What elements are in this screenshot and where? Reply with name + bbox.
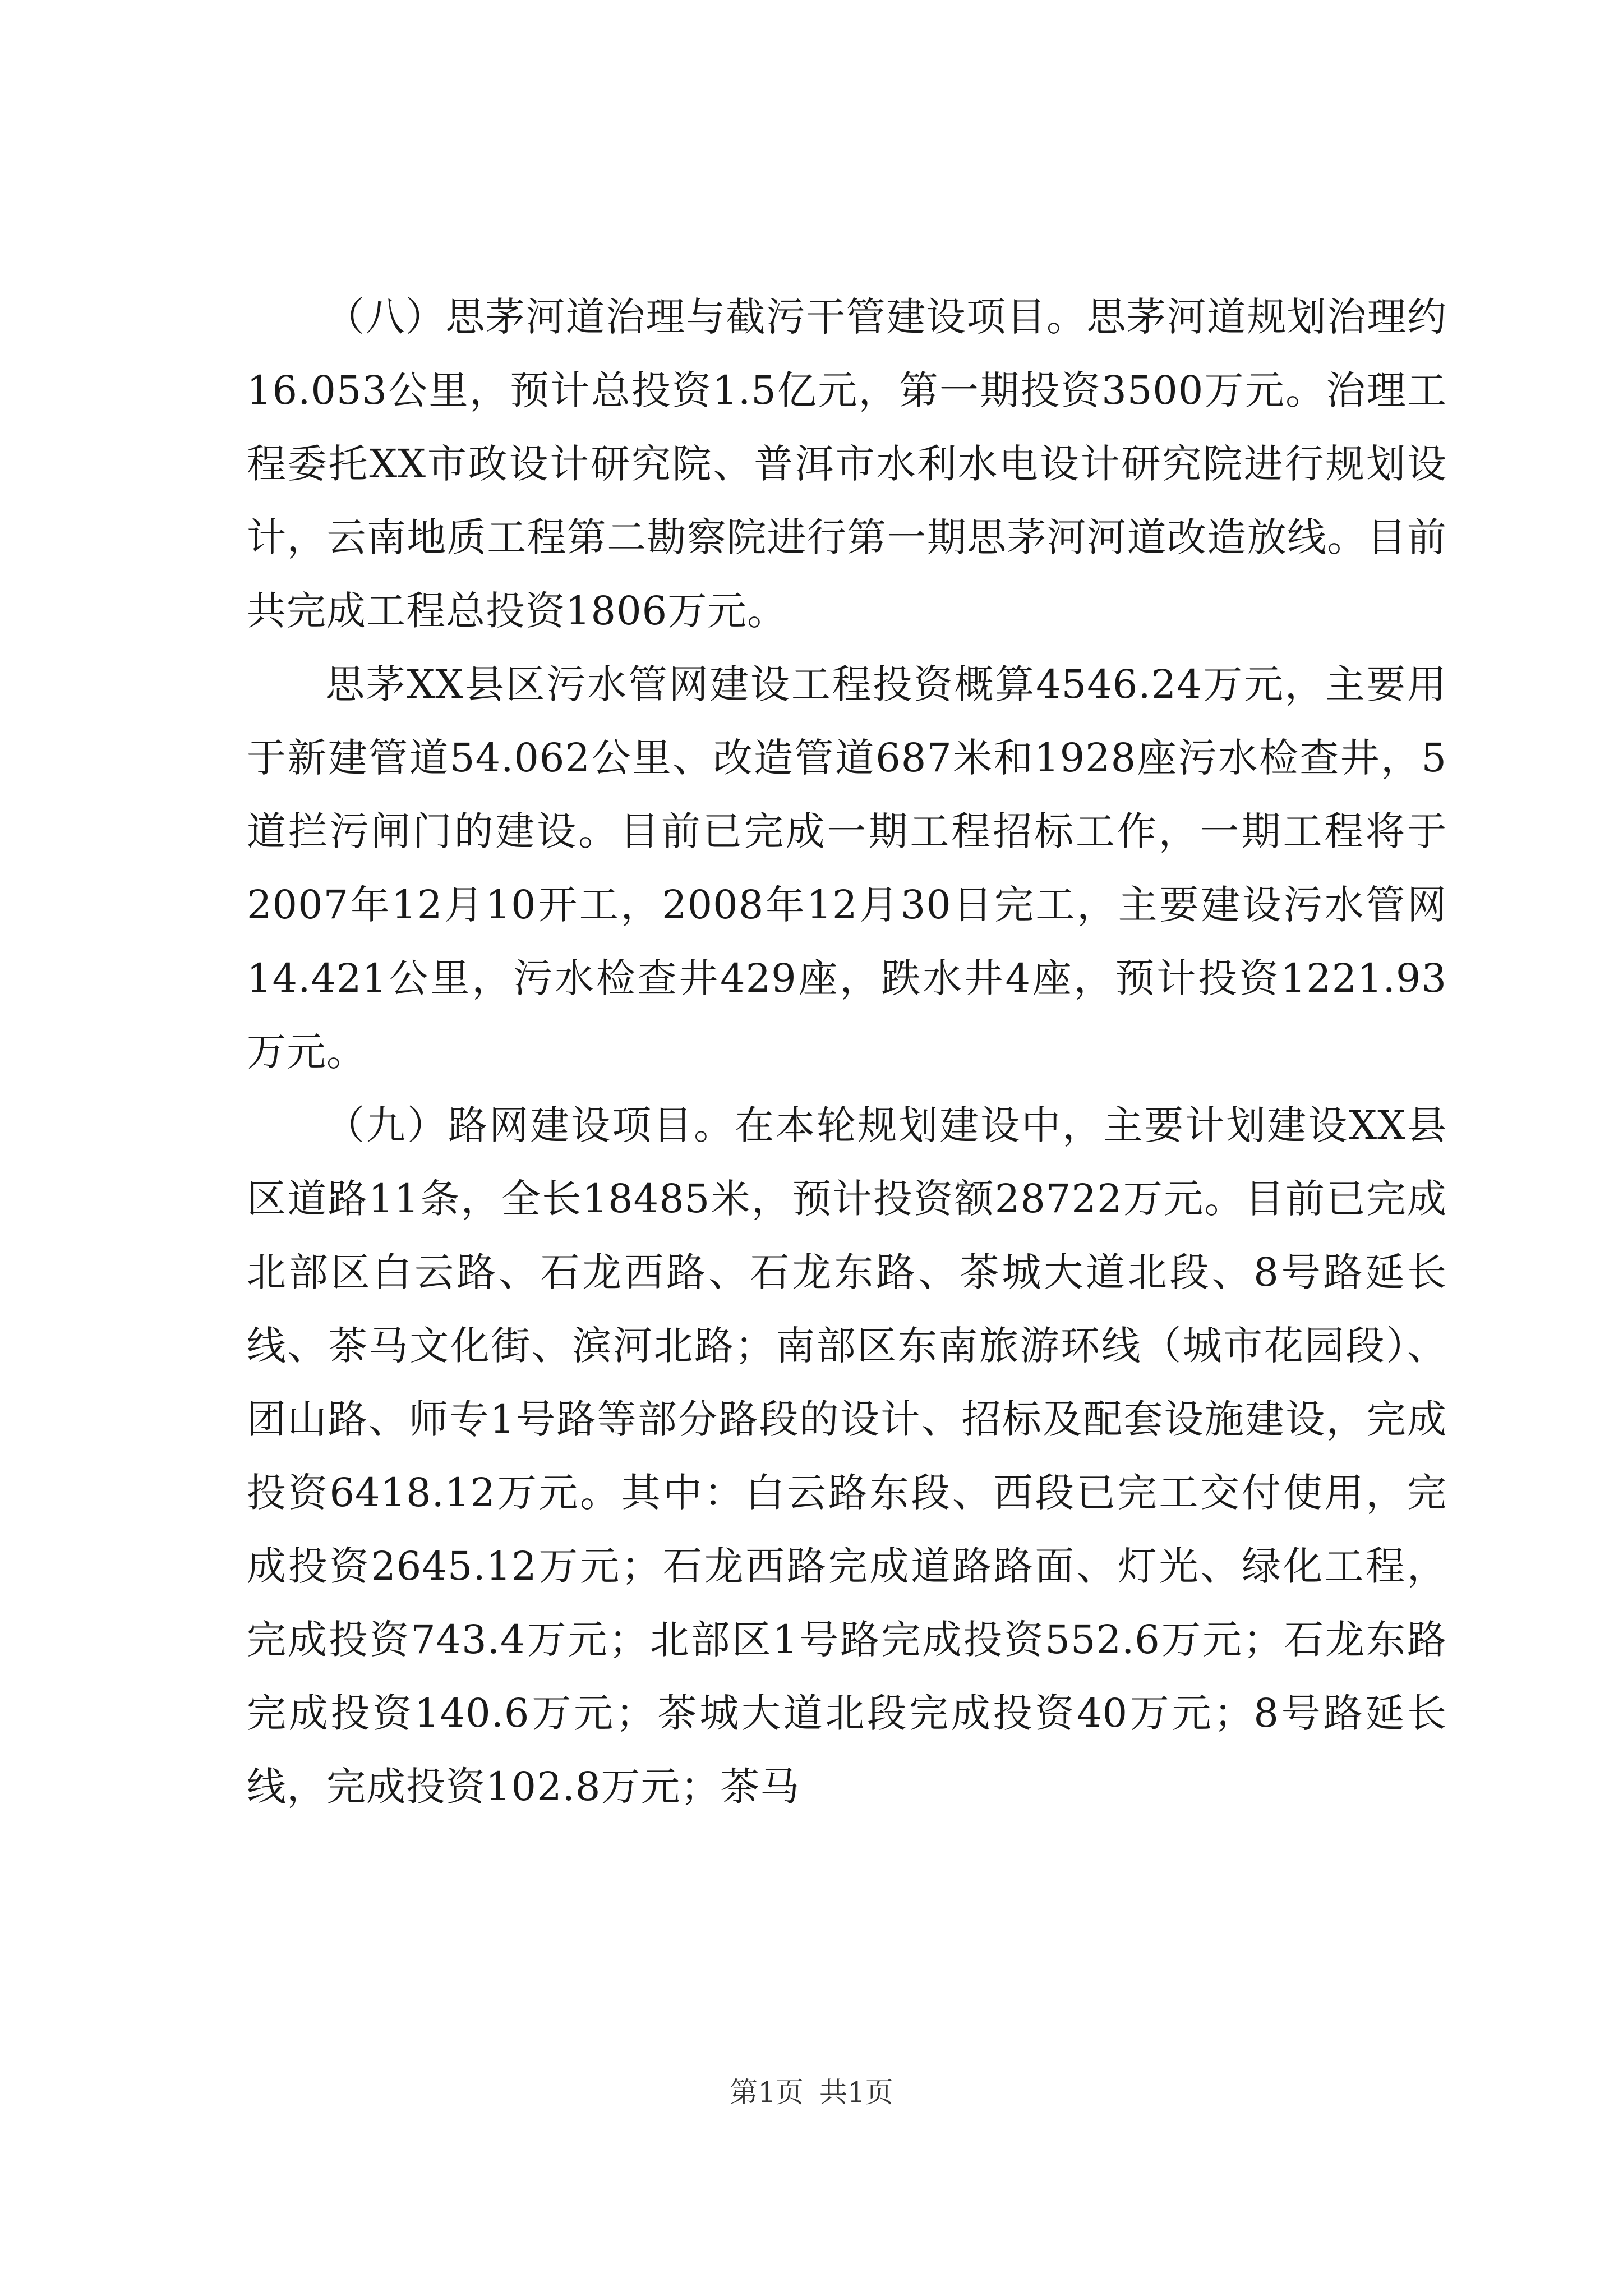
paragraph-river-governance: （八）思茅河道治理与截污干管建设项目。思茅河道规划治理约16.053公里，预计总投资1.5亿元，第一期投资3500万元。治理工程委托XX市政设计研究院、普洱市水利水电设计研究院进行规划设计，云南地质工程第二勘察院进行第一期思茅河河道改造放线。目前共完成工程总投资1806万元。 <box>247 294 1447 634</box>
document-body <box>247 280 1447 1824</box>
paragraph-sewage-network: 思茅XX县区污水管网建设工程投资概算4546.24万元，主要用于新建管道54.062公里、改造管道687米和1928座污水检查井，5道拦污闸门的建设。目前已完成一期工程招标工作，一期工程将于2007年12月10开工，2008年12月30日完工，主要建设污水管网14.421公里，污水检查井429座，跌水井4座，预计投资1221.93万元。 <box>247 661 1447 1075</box>
page-number: 第1页 <box>730 2076 804 2109</box>
page-footer <box>0 2070 1623 2110</box>
paragraph-road-network: （九）路网建设项目。在本轮规划建设中，主要计划建设XX县区道路11条，全长18485米，预计投资额28722万元。目前已完成北部区白云路、石龙西路、石龙东路、茶城大道北段、8号路延长线、茶马文化街、滨河北路；南部区东南旅游环线（城市花园段）、团山路、师专1号路等部分路段的设计、招标及配套设施建设，完成投资6418.12万元。其中：白云路东段、西段已完工交付使用，完成投资2645.12万元；石龙西路完成道路路面、灯光、绿化工程，完成投资743.4万元；北部区1号路完成投资552.6万元；石龙东路完成投资140.6万元；茶城大道北段完成投资40万元；8号路延长线，完成投资102.8万元；茶马 <box>247 1102 1447 1810</box>
page-total: 共1页 <box>819 2076 893 2109</box>
